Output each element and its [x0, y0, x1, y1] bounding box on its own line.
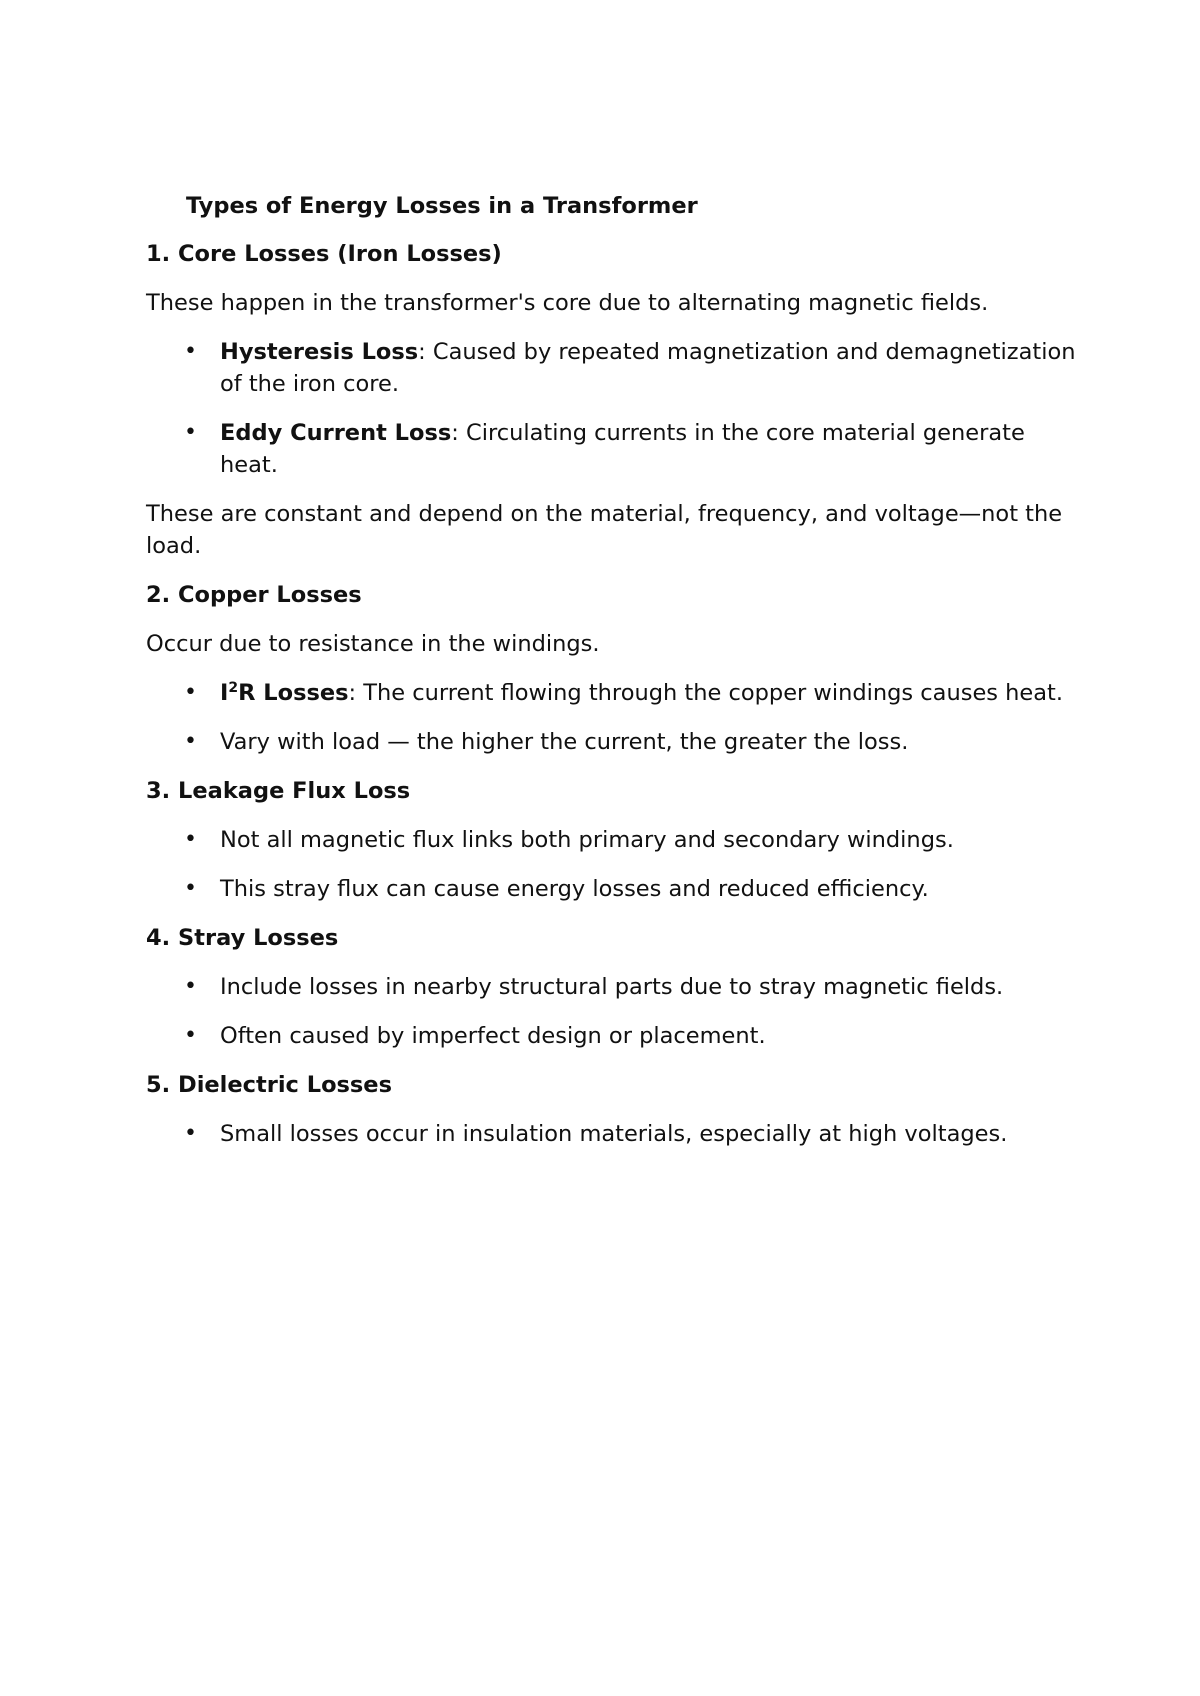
- list-item-text: : Circulating currents in the core material generate heat.: [220, 420, 1025, 478]
- list-item-text: : Caused by repeated magnetization and demagnetization of the iron core.: [220, 339, 1076, 397]
- bullet-icon: •: [184, 680, 197, 705]
- term-eddy-current-loss: Eddy Current Loss: [220, 420, 452, 446]
- section-outro-core-losses: These are constant and depend on the material, frequency, and voltage—not the load.: [146, 501, 1063, 559]
- bullet-list-stray-losses: [146, 971, 1086, 1052]
- bullet-icon: •: [184, 1121, 197, 1146]
- bullet-icon: •: [184, 876, 197, 901]
- section-heading-leakage-flux-loss: 3. Leakage Flux Loss: [146, 778, 411, 804]
- list-item: [146, 417, 1086, 481]
- term-prefix: I: [220, 680, 229, 706]
- bullet-icon: •: [184, 729, 197, 754]
- bullet-list-dielectric-losses: [146, 1118, 1086, 1150]
- document-title: Types of Energy Losses in a Transformer: [186, 193, 698, 219]
- bullet-icon: •: [184, 420, 197, 445]
- list-item-text: : The current flowing through the copper windings causes heat.: [348, 680, 1064, 706]
- list-item-text: Small losses occur in insulation materials, especially at high voltages.: [220, 1121, 1008, 1147]
- section-heading-core-losses: 1. Core Losses (Iron Losses): [146, 241, 502, 267]
- document-page: [146, 190, 1086, 1167]
- bullet-icon: •: [184, 1023, 197, 1048]
- superscript-two: 2: [228, 680, 239, 696]
- bullet-icon: •: [184, 339, 197, 364]
- term-suffix: R Losses: [238, 680, 349, 706]
- list-item-text: This stray flux can cause energy losses and reduced efficiency.: [220, 876, 929, 902]
- list-item: [146, 726, 1086, 758]
- term-hysteresis-loss: Hysteresis Loss: [220, 339, 419, 365]
- section-heading-copper-losses: 2. Copper Losses: [146, 582, 362, 608]
- section-heading-dielectric-losses: 5. Dielectric Losses: [146, 1072, 392, 1098]
- bullet-list-leakage-flux-loss: [146, 824, 1086, 905]
- bullet-list-copper-losses: [146, 677, 1086, 758]
- bullet-icon: •: [184, 827, 197, 852]
- list-item: [146, 873, 1086, 905]
- term-i2r-losses: [220, 680, 349, 706]
- section-heading-stray-losses: 4. Stray Losses: [146, 925, 339, 951]
- list-item: [146, 336, 1086, 400]
- list-item: [146, 1020, 1086, 1052]
- section-intro-copper-losses: Occur due to resistance in the windings.: [146, 631, 600, 657]
- list-item-text: Include losses in nearby structural parts due to stray magnetic fields.: [220, 974, 1004, 1000]
- list-item: [146, 824, 1086, 856]
- list-item: [146, 677, 1086, 709]
- list-item-text: Often caused by imperfect design or placement.: [220, 1023, 766, 1049]
- section-intro-core-losses: These happen in the transformer's core due to alternating magnetic fields.: [146, 290, 989, 316]
- bullet-list-core-losses: [146, 336, 1086, 481]
- list-item-text: Not all magnetic flux links both primary and secondary windings.: [220, 827, 954, 853]
- list-item: [146, 1118, 1086, 1150]
- list-item-text: Vary with load — the higher the current, the greater the loss.: [220, 729, 909, 755]
- bullet-icon: •: [184, 974, 197, 999]
- list-item: [146, 971, 1086, 1003]
